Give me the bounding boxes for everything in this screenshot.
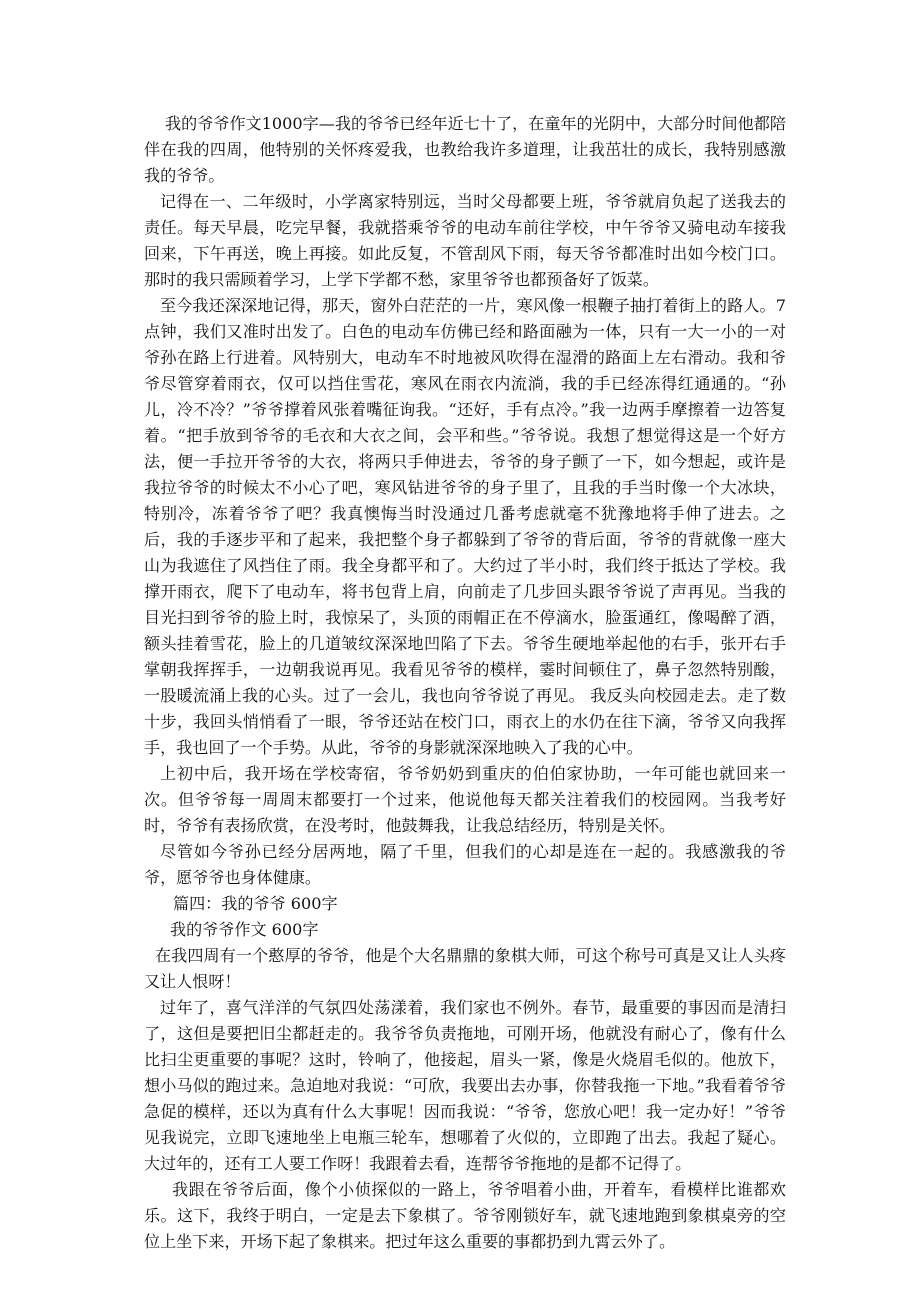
document-body [144, 111, 786, 1255]
section-heading: 篇四：我的爷爷 600字 [173, 894, 338, 913]
paragraph-school-commute: 记得在一、二年级时，小学离家特别远，当时父母都要上班，爷爷就肩负起了送我去的责任。每天早晨，吃完早餐，我就搭乘爷爷的电动车前往学校，中午爷爷又骑电动车接我回来，下午再送，晚上再接。如此反复，不管刮风下雨，每天爷爷都准时出如今校门口。那时的我只需顾着学习，上学下学都不愁，家里爷爷也都预备好了饭菜。 [144, 192, 786, 289]
sub-heading: 我的爷爷作文 600字 [170, 920, 319, 939]
paragraph-middle-school: 上初中后，我开场在学校寄宿，爷爷奶奶到重庆的伯伯家协助，一年可能也就回来一次。但爷爷每一周周末都要打一个过来，他说他每天都关注着我们的校园网。当我考好时，爷爷有表扬欣赏，在没考时，他鼓舞我，让我总结经历，特别是关怀。 [144, 764, 786, 835]
paragraph-intro: 我的爷爷作文1000字—我的爷爷已经年近七十了，在童年的光阴中，大部分时间他都陪伴在我的四周，他特别的关怀疼爱我，也教给我许多道理，让我茁壮的成长，我特别感激我的爷爷。 [144, 114, 786, 185]
paragraph-conclusion: 尽管如今爷孙已经分居两地，隔了千里，但我们的心却是连在一起的。我感激我的爷爷，愿爷爷也身体健康。 [144, 842, 786, 887]
paragraph-new-year: 过年了，喜气洋洋的气氛四处荡漾着，我们家也不例外。春节，最重要的事因而是清扫了，这但是要把旧尘都赶走的。我爷爷负责拖地，可刚开场，他就没有耐心了，像有什么比扫尘更重要的事呢？这时，铃响了，他接起，眉头一紧，像是火烧眉毛似的。他放下，想小马似的跑过来。急迫地对我说：“可欣，我要出去办事，你替我拖一下地。”我看着爷爷急促的模样，还以为真有什么大事呢！因而我说：“爷爷，您放心吧！我一定办好！”爷爷见我说完，立即飞速地坐上电瓶三轮车，想哪着了火似的，立即跑了出去。我起了疑心。大过年的，还有工人要工作呀！我跟着去看，连帮爷爷拖地的是都不记得了。 [144, 998, 786, 1173]
paragraph-follow: 我跟在爷爷后面，像个小侦探似的一路上，爷爷唱着小曲，开着车，看模样比谁都欢乐。这下，我终于明白，一定是去下象棋了。爷爷刚锁好车，就飞速地跑到象棋桌旁的空位上坐下来，开场下起了象棋来。把过年这么重要的事都扔到九霄云外了。 [144, 1180, 786, 1251]
paragraph-snowy-day: 至今我还深深地记得，那天，窗外白茫茫的一片，寒风像一根鞭子抽打着街上的路人。7点钟，我们又准时出发了。白色的电动车仿佛已经和路面融为一体，只有一大一小的一对爷孙在路上行进着。风特别大，电动车不时地被风吹得在湿滑的路面上左右滑动。我和爷爷尽管穿着雨衣，仅可以挡住雪花，寒风在雨衣内流淌，我的手已经冻得红通通的。“孙儿，冷不冷？”爷爷撑着风张着嘴征询我。“还好，手有点冷。”我一边两手摩擦着一边答复着。“把手放到爷爷的毛衣和大衣之间，会平和些。”爷爷说。我想了想觉得这是一个好方法，便一手拉开爷爷的大衣，将两只手伸进去，爷爷的身子颤了一下，如今想起，或许是我拉爷爷的时候太不小心了吧，寒风钻进爷爷的身子里了，且我的手当时像一个大冰块，特别冷，冻着爷爷了吧？我真懊悔当时没通过几番考虑就毫不犹豫地将手伸了进去。之后，我的手逐步平和了起来，我把整个身子都躲到了爷爷的背后面，爷爷的背就像一座大山为我遮住了风挡住了雨。我全身都平和了。大约过了半小时，我们终于抵达了学校。我撑开雨衣，爬下了电动车，将书包背上肩，向前走了几步回头跟爷爷说了声再见。当我的目光扫到爷爷的脸上时，我惊呆了，头顶的雨帽正在不停滴水，脸蛋通红，像喝醉了酒，额头挂着雪花，脸上的几道皱纹深深地凹陷了下去。爷爷生硬地举起他的右手，张开右手掌朝我挥挥手，一边朝我说再见。我看见爷爷的模样，霎时间顿住了，鼻子忽然特别酸，一股暖流涌上我的心头。过了一会儿，我也向爷爷说了再见。 我反头向校园走去。走了数十步，我回头悄悄看了一眼，爷爷还站在校门口，雨衣上的水仍在往下滴，爷爷又向我挥手，我也回了一个手势。从此，爷爷的身影就深深地映入了我的心中。 [144, 296, 786, 757]
paragraph-chess-intro: 在我四周有一个憨厚的爷爷，他是个大名鼎鼎的象棋大师，可这个称号可真是又让人头疼又让人恨呀！ [144, 946, 786, 991]
